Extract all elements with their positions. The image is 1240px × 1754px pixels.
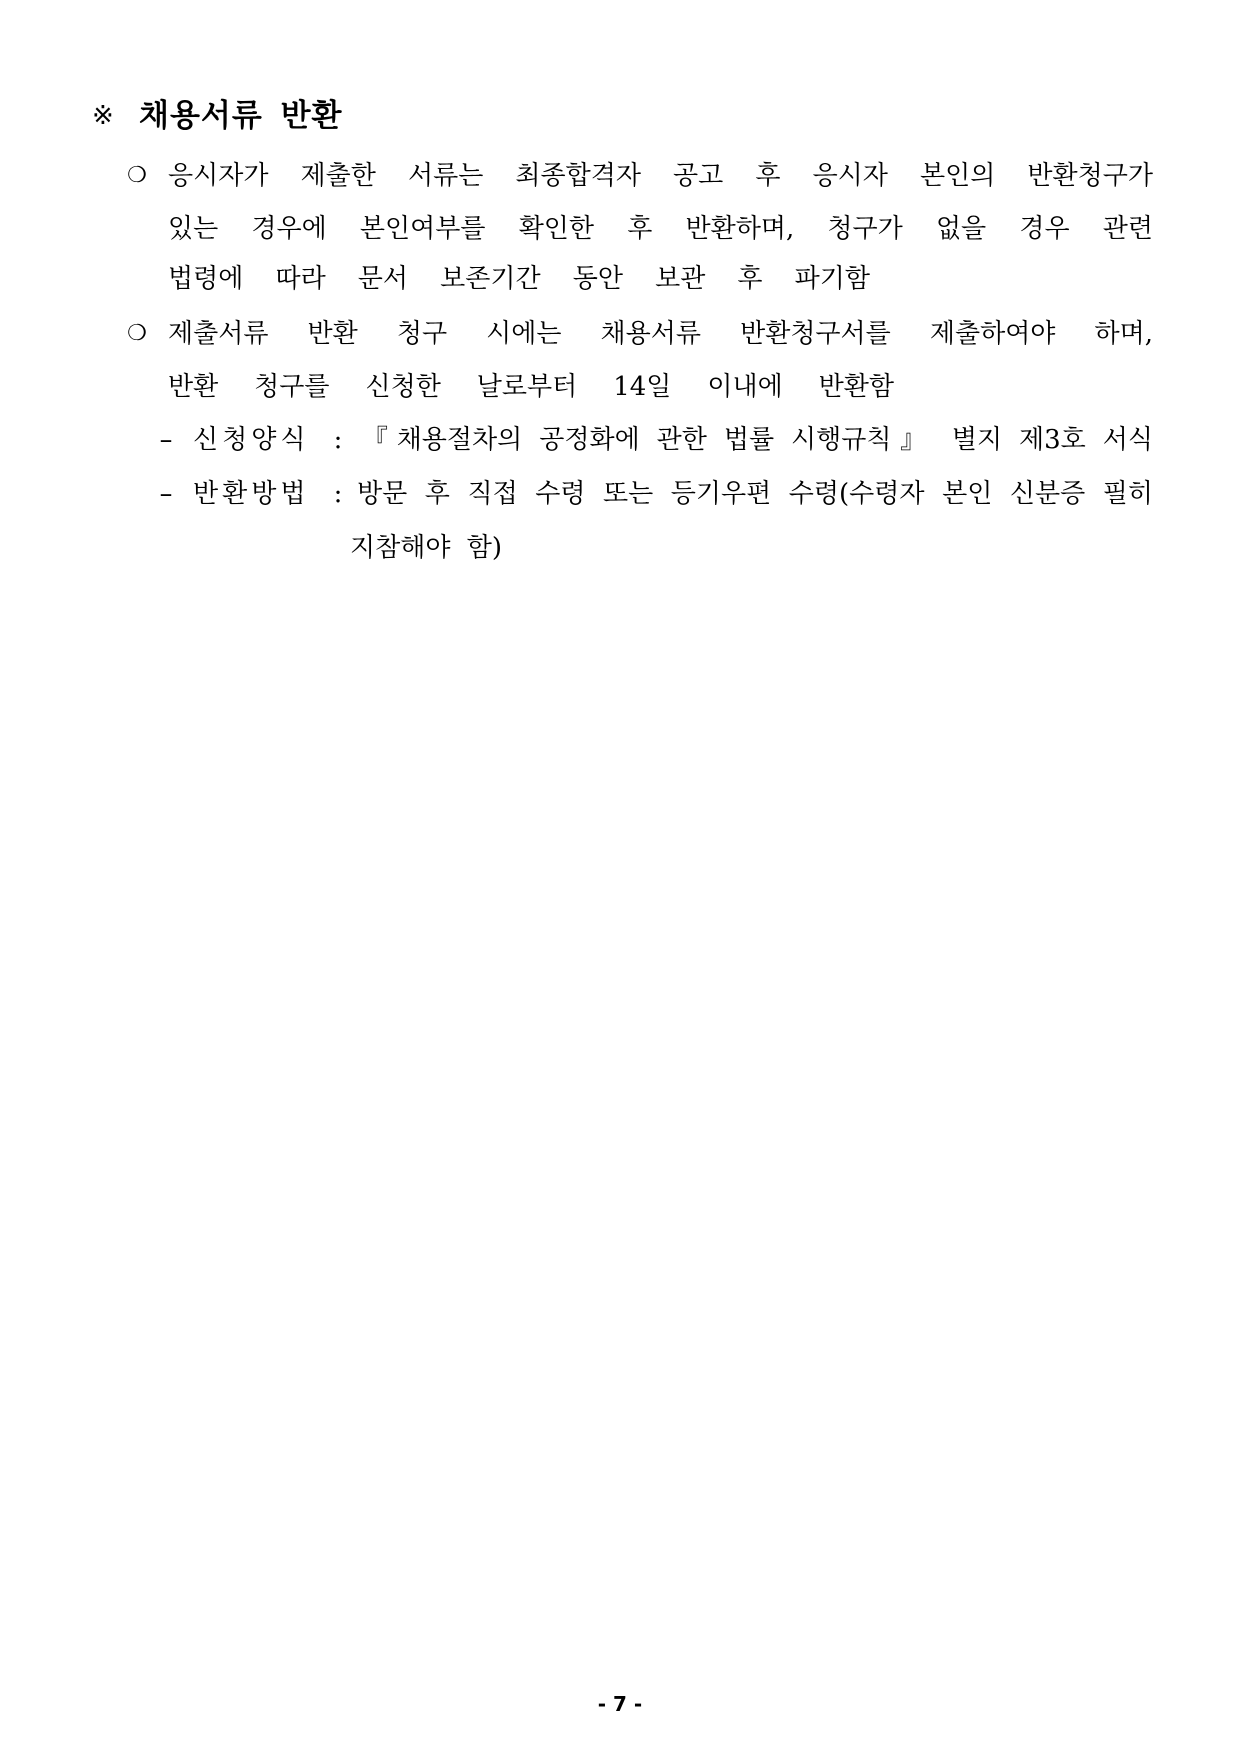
item-2-line-2: 반환 청구를 신청한 날로부터 14일 이내에 반환함 [168, 372, 894, 402]
subitem-separator: : [333, 425, 343, 455]
dash-bullet-icon: – [159, 479, 173, 509]
item-2-line-1: 제출서류 반환 청구 시에는 채용서류 반환청구서를 제출하여야 하며, [168, 319, 1153, 349]
item-1-line-3: 법령에 따라 문서 보존기간 동안 보관 후 파기함 [168, 264, 870, 294]
item-1-line-1: 응시자가 제출한 서류는 최종합격자 공고 후 응시자 본인의 반환청구가 [168, 161, 1153, 191]
subitem-label-method: 반환방법 [193, 479, 310, 509]
subitem-method-text-line-1: 방문 후 직접 수령 또는 등기우편 수령(수령자 본인 신분증 필히 [357, 479, 1153, 509]
dash-bullet-icon: – [159, 425, 173, 455]
reference-mark-icon: ※ [92, 101, 114, 131]
section-title: 채용서류 반환 [139, 98, 343, 134]
subitem-method-text-line-2: 지참해야 함) [350, 533, 502, 563]
circle-bullet-icon: ❍ [127, 321, 147, 346]
subitem-label-form: 신청양식 [193, 425, 310, 455]
item-1-line-2: 있는 경우에 본인여부를 확인한 후 반환하며, 청구가 없을 경우 관련 [168, 214, 1153, 244]
page-number: - 7 - [597, 1692, 643, 1716]
circle-bullet-icon: ❍ [127, 163, 147, 188]
subitem-separator: : [333, 479, 343, 509]
subitem-form-text: 『채용절차의 공정화에 관한 법률 시행규칙』 별지 제3호 서식 [362, 425, 1153, 455]
